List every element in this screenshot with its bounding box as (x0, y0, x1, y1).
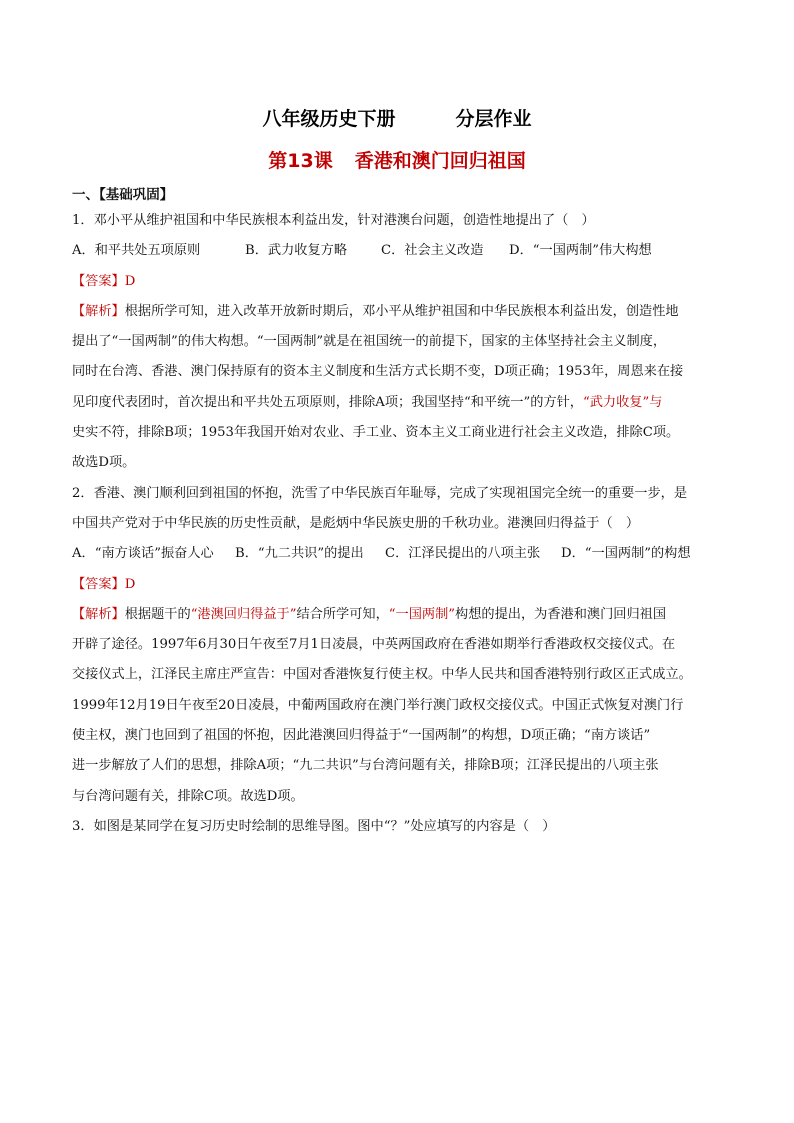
q2-stem: 2．香港、澳门顺利回到祖国的怀抱，洗雪了中华民族百年耻辱，完成了实现祖国完全统一的重要一步，是 (72, 485, 688, 501)
q1-stem: 1．邓小平从维护祖国和中华民族根本利益出发，针对港澳台问题，创造性地提出了（ ） (72, 213, 595, 228)
q2-stem: 中国共产党对于中华民族的历史性贡献，是彪炳中华民族史册的千秋功业。港澳回归得益于（ ） (72, 515, 640, 531)
analysis-text: 根据题干的 (124, 606, 191, 622)
q1-answer (72, 271, 732, 301)
q1-analysis-line: 史实不符，排除B项；1953年我国开始对农业、手工业、资本主义工商业进行社会主义改造，排除C项。 (72, 425, 680, 441)
q2-options (72, 543, 732, 573)
q1-analysis-line: 同时在台湾、香港、澳门保持原有的资本主义制度和生活方式长期不变，D项正确；1953年，周恩来在接 (72, 364, 684, 380)
title-subject: 八年级历史下册 (262, 108, 396, 130)
q1-option-c: C．社会主义改造 (381, 243, 484, 259)
analysis-highlight: “武力收复”与 (582, 394, 663, 410)
analysis-highlight: “一国两制” (388, 606, 456, 622)
q3-stem: 3．如图是某同学在复习历史时绘制的思维导图。图中“？”处应填写的内容是（ ） (72, 818, 556, 834)
section-heading: 一、【基础巩固】 (72, 187, 174, 203)
answer-label: 【答案】 (72, 273, 125, 289)
analysis-label: 【解析】 (72, 606, 125, 622)
answer-label: 【答案】 (72, 576, 125, 592)
analysis-text: 见印度代表团时，首次提出和平共处五项原则，排除A项；我国坚持“和平统一”的方针， (72, 394, 583, 410)
q1-option-b: B．武力收复方略 (245, 243, 348, 259)
lesson-title (0, 146, 794, 173)
q2-analysis-line: 1999年12月19日午夜至20日凌晨，中葡两国政府在澳门举行澳门政权交接仪式。中国正式恢复对澳门行 (72, 697, 684, 713)
analysis-text: 根据所学可知，进入改革开放新时期后，邓小平从维护祖国和中华民族根本利益出发，创造性地 (124, 303, 679, 319)
q1-analysis-line (72, 301, 732, 331)
q2-option-b: B．“九二共识”的提出 (235, 546, 364, 562)
page-title (0, 104, 794, 131)
q2-analysis-line: 开辟了途径。1997年6月30日午夜至7月1日凌晨，中英两国政府在香港如期举行香港政权交接仪式。在 (72, 637, 676, 653)
q2-option-c: C．江泽民提出的八项主张 (385, 546, 541, 562)
lesson-name: 香港和澳门回归祖国 (354, 150, 526, 172)
answer-value: D (124, 576, 136, 592)
q1-analysis-line (72, 392, 732, 422)
q2-option-a: A．“南方谈话”振奋人心 (72, 546, 214, 562)
q1-option-d: D．“一国两制”伟大构想 (509, 243, 652, 259)
q1-options (72, 240, 732, 270)
q2-answer (72, 574, 732, 604)
q2-analysis-line (72, 604, 732, 634)
answer-value: D (124, 273, 136, 289)
q2-analysis-line: 与台湾问题有关，排除C项。故选D项。 (72, 788, 304, 804)
analysis-highlight: “港澳回归得益于” (190, 606, 297, 622)
document-body (72, 186, 732, 846)
q2-option-d: D．“一国两制”的构想 (561, 546, 691, 562)
lesson-number: 第13课 (268, 150, 333, 172)
q2-analysis-line: 进一步解放了人们的思想，排除A项；“九二共识”与台湾问题有关，排除B项；江泽民提出的八项主张 (72, 758, 659, 774)
q1-analysis-line: 故选D项。 (72, 455, 136, 471)
q2-analysis-line: 交接仪式上，江泽民主席庄严宣告：中国对香港恢复行使主权。中华人民共和国香港特别行政区正式成立。 (72, 667, 692, 683)
analysis-text: 构想的提出，为香港和澳门回归祖国 (455, 606, 667, 622)
analysis-text: 结合所学可知， (296, 606, 389, 622)
q2-analysis-line: 使主权，澳门也回到了祖国的怀抱，因此港澳回归得益于“一国两制”的构想，D项正确；“南方谈话” (72, 728, 651, 744)
title-type: 分层作业 (455, 108, 532, 130)
q1-analysis-line: 提出了“一国两制”的伟大构想。“一国两制”就是在祖国统一的前提下，国家的主体坚持社会主义制度， (72, 334, 667, 350)
analysis-label: 【解析】 (72, 303, 125, 319)
q1-option-a: A．和平共处五项原则 (72, 243, 201, 259)
